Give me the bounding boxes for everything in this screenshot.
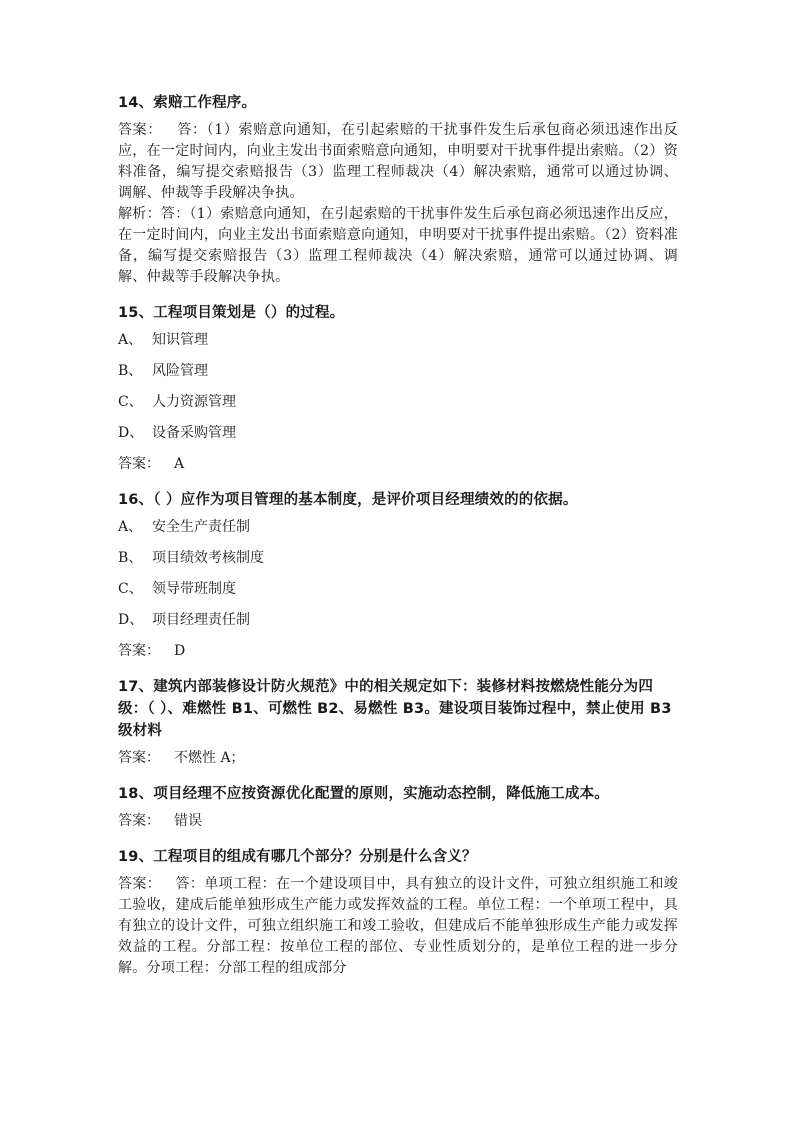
- option-letter: C、: [118, 394, 143, 410]
- answer-label: 答案：: [118, 456, 160, 472]
- answer-text: A: [174, 456, 185, 472]
- answer-text: 答：单项工程：在一个建设项目中，具有独立的设计文件，可独立组织施工和竣工验收，建成后能单独形成生产能力或发挥效益的工程。单位工程：一个单项工程中，具有独立的设计文件，可独立组织施工和竣工验收，但建成后不能单独形成生产能力或发挥效益的工程。分部工程：按单位工程的部位、专业性质划分的，是单位工程的进一步分解。分项工程：分部工程的组成部分: [118, 876, 678, 976]
- option-a: [118, 330, 678, 351]
- option-letter: A、: [118, 332, 143, 348]
- option-b: [118, 548, 678, 569]
- question-title: 17、建筑内部装修设计防火规范》中的相关规定如下：装修材料按燃烧性能分为四级：（ ）、难燃性 B1、可燃性 B2、易燃性 B3。建设项目装饰过程中，禁止使用 B3 级材料: [118, 679, 672, 739]
- answer-paragraph: [118, 874, 678, 979]
- question-15: [118, 302, 678, 475]
- answer-label: 答案：: [118, 643, 160, 659]
- option-text: 项目经理责任制: [152, 612, 250, 628]
- answer-text: D: [174, 643, 186, 659]
- answer-text: 答：（1）索赔意向通知，在引起索赔的干扰事件发生后承包商必须迅速作出反应，在一定时间内，向业主发出书面索赔意向通知，申明要对干扰事件提出索赔。（2）资料准备，编写提交索赔报告（3）监理工程师裁决（4）解决索赔，通常可以通过协调、调解、仲裁等手段解决争执。: [118, 122, 678, 201]
- question-title: 18、项目经理不应按资源优化配置的原则，实施动态控制，降低施工成本。: [118, 786, 609, 802]
- answer-text: 不燃性 A；: [174, 750, 245, 766]
- option-text: 领导带班制度: [152, 581, 236, 597]
- question-17: [118, 676, 678, 769]
- answer-paragraph: [118, 120, 678, 204]
- option-letter: D、: [118, 612, 144, 628]
- analysis-paragraph: [118, 204, 678, 288]
- option-d: [118, 423, 678, 444]
- option-letter: B、: [118, 363, 143, 379]
- answer-label: 答案：: [118, 122, 162, 138]
- option-c: [118, 392, 678, 413]
- analysis-label: 解析：: [118, 206, 161, 222]
- question-title: 15、工程项目策划是（）的过程。: [118, 305, 345, 321]
- option-letter: C、: [118, 581, 143, 597]
- option-d: [118, 610, 678, 631]
- answer-line: [118, 641, 678, 662]
- document-page: [118, 92, 678, 993]
- option-letter: B、: [118, 550, 143, 566]
- question-14: [118, 92, 678, 288]
- option-text: 知识管理: [152, 332, 208, 348]
- option-text: 人力资源管理: [152, 394, 236, 410]
- analysis-text: 答：（1）索赔意向通知，在引起索赔的干扰事件发生后承包商必须迅速作出反应，在一定时间内，向业主发出书面索赔意向通知，申明要对干扰事件提出索赔。（2）资料准备，编写提交索赔报告（3）监理工程师裁决（4）解决索赔，通常可以通过协调、调解、仲裁等手段解决争执。: [118, 206, 678, 285]
- option-a: [118, 517, 678, 538]
- option-b: [118, 361, 678, 382]
- answer-line: [118, 454, 678, 475]
- option-letter: A、: [118, 519, 143, 535]
- answer-line: [118, 811, 678, 832]
- answer-label: 答案：: [118, 750, 160, 766]
- question-title: 16、（ ）应作为项目管理的基本制度，是评价项目经理绩效的的依据。: [118, 492, 578, 508]
- option-text: 风险管理: [152, 363, 208, 379]
- option-text: 安全生产责任制: [152, 519, 250, 535]
- answer-line: [118, 748, 678, 769]
- option-c: [118, 579, 678, 600]
- option-letter: D、: [118, 425, 144, 441]
- answer-label: 答案：: [118, 876, 162, 892]
- question-16: [118, 489, 678, 662]
- question-19: [118, 846, 678, 979]
- question-title: 14、索赔工作程序。: [118, 95, 257, 111]
- question-title: 19、工程项目的组成有哪几个部分？分别是什么含义？: [118, 849, 477, 865]
- answer-text: 错误: [174, 813, 202, 829]
- option-text: 项目绩效考核制度: [152, 550, 264, 566]
- question-18: [118, 783, 678, 832]
- option-text: 设备采购管理: [152, 425, 236, 441]
- answer-label: 答案：: [118, 813, 160, 829]
